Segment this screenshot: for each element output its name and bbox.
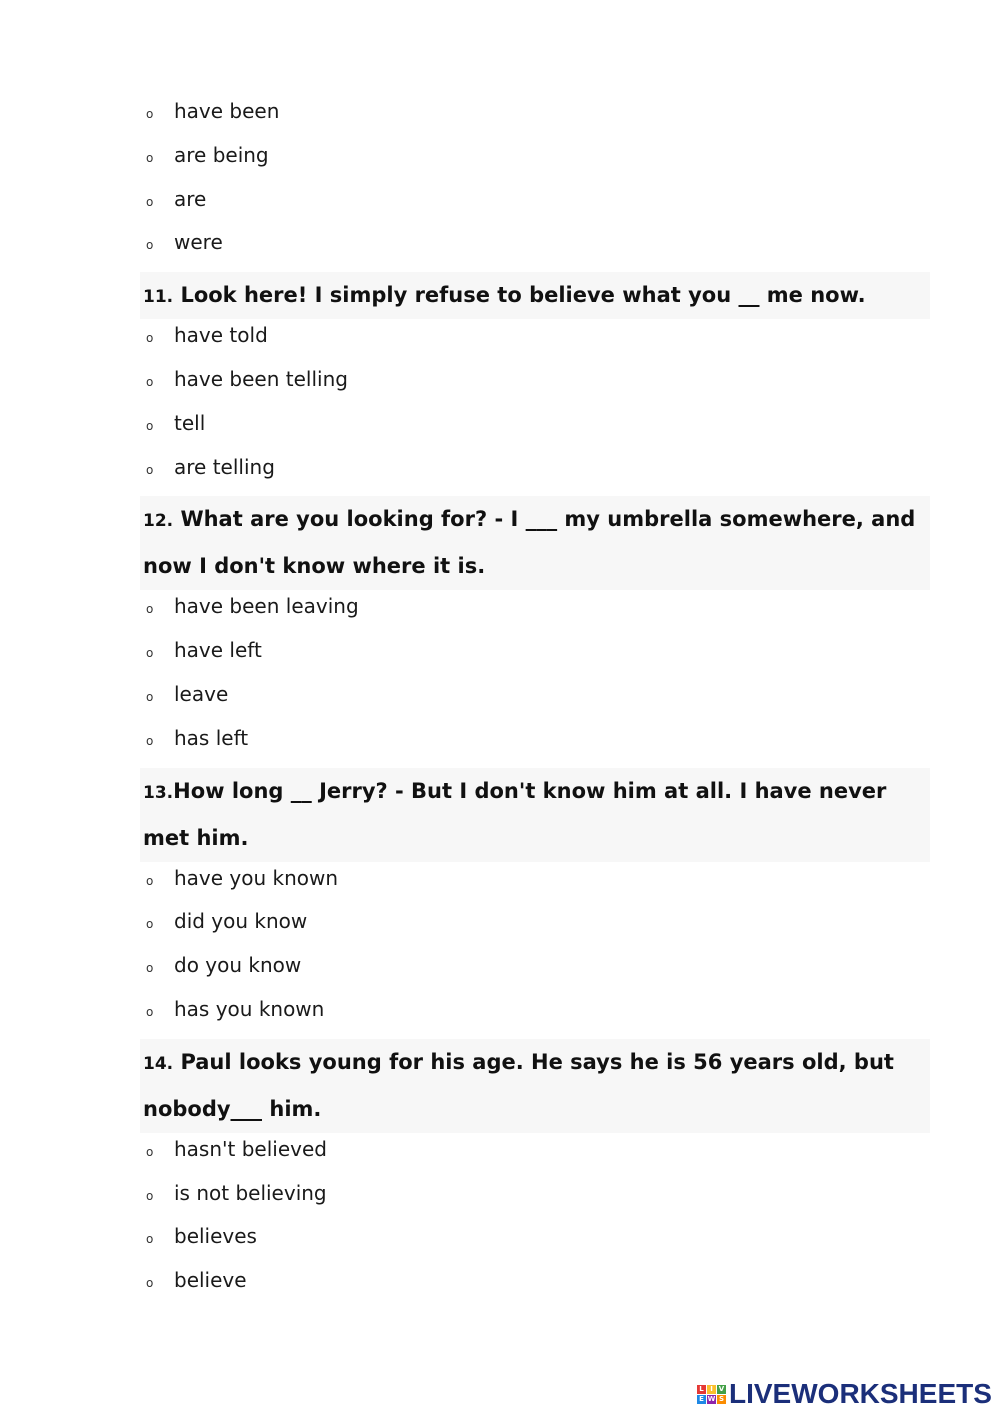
question-line bbox=[140, 272, 930, 319]
answer-option[interactable] bbox=[146, 408, 205, 438]
answer-option[interactable] bbox=[146, 591, 359, 621]
question-line bbox=[140, 1086, 930, 1133]
question-number: 11. bbox=[143, 287, 174, 308]
radio-bullet-icon[interactable]: o bbox=[146, 646, 154, 661]
logo-tiles-icon bbox=[697, 1385, 726, 1404]
answer-option-text: are telling bbox=[174, 454, 275, 479]
question-line bbox=[140, 543, 930, 590]
question-number: 13. bbox=[143, 782, 174, 803]
question-number: 12. bbox=[143, 511, 174, 532]
radio-bullet-icon[interactable]: o bbox=[146, 1188, 154, 1203]
answer-option[interactable] bbox=[146, 320, 268, 350]
answer-option-text: believes bbox=[174, 1224, 257, 1249]
answer-option-text: hasn't believed bbox=[174, 1136, 327, 1161]
radio-bullet-icon[interactable]: o bbox=[146, 194, 154, 209]
answer-option[interactable] bbox=[146, 950, 301, 980]
question-text: now I don't know where it is. bbox=[143, 554, 486, 579]
answer-option-text: tell bbox=[174, 410, 206, 435]
answer-option-text: are being bbox=[174, 142, 269, 167]
radio-bullet-icon[interactable]: o bbox=[146, 1144, 154, 1159]
answer-option[interactable] bbox=[146, 140, 269, 170]
question-13 bbox=[140, 768, 930, 862]
answer-option[interactable] bbox=[146, 227, 223, 257]
answer-option-text: have been bbox=[174, 99, 280, 123]
answer-option[interactable] bbox=[146, 96, 279, 126]
answer-option-text: has you known bbox=[174, 997, 325, 1021]
answer-option-text: have left bbox=[174, 638, 262, 663]
question-text: Paul looks young for his age. He says he is 56 years old, but bbox=[180, 1049, 894, 1074]
answer-option[interactable] bbox=[146, 1221, 257, 1251]
radio-bullet-icon[interactable]: o bbox=[146, 1005, 154, 1019]
radio-bullet-icon[interactable]: o bbox=[146, 331, 154, 346]
answer-option[interactable] bbox=[146, 994, 324, 1024]
radio-bullet-icon[interactable]: o bbox=[146, 418, 154, 433]
answer-option-text: do you know bbox=[174, 953, 302, 978]
radio-bullet-icon[interactable]: o bbox=[146, 107, 154, 121]
question-12 bbox=[140, 496, 930, 590]
radio-bullet-icon[interactable]: o bbox=[146, 873, 154, 888]
radio-bullet-icon[interactable]: o bbox=[146, 917, 154, 932]
answer-option-text: is not believing bbox=[174, 1180, 327, 1205]
question-14 bbox=[140, 1039, 930, 1133]
answer-option[interactable] bbox=[146, 452, 275, 482]
answer-option[interactable] bbox=[146, 635, 262, 665]
question-text: nobody___ him. bbox=[143, 1096, 322, 1121]
question-number: 14. bbox=[143, 1053, 174, 1074]
answer-option[interactable] bbox=[146, 184, 206, 214]
answer-option-text: are bbox=[174, 186, 207, 211]
answer-option-text: have told bbox=[174, 323, 268, 348]
answer-option[interactable] bbox=[146, 863, 338, 893]
answer-option[interactable] bbox=[146, 1265, 247, 1295]
question-text: met him. bbox=[143, 825, 249, 850]
logo-tile: W bbox=[707, 1394, 716, 1403]
logo-tile: I bbox=[707, 1385, 716, 1394]
answer-option-text: believe bbox=[174, 1268, 247, 1293]
logo-text: LIVEWORKSHEETS bbox=[729, 1378, 992, 1409]
radio-bullet-icon[interactable]: o bbox=[146, 602, 154, 617]
answer-option-text: were bbox=[174, 230, 223, 255]
answer-option-text: leave bbox=[174, 682, 229, 706]
question-line bbox=[140, 1039, 930, 1086]
radio-bullet-icon[interactable]: o bbox=[146, 1232, 154, 1247]
radio-bullet-icon[interactable]: o bbox=[146, 238, 154, 253]
radio-bullet-icon[interactable]: o bbox=[146, 462, 154, 477]
answer-option[interactable] bbox=[146, 679, 228, 709]
logo-tile: V bbox=[718, 1384, 725, 1393]
answer-option[interactable] bbox=[146, 1178, 327, 1208]
answer-option-text: has left bbox=[174, 725, 249, 750]
question-line bbox=[140, 768, 930, 815]
radio-bullet-icon[interactable]: o bbox=[146, 375, 154, 389]
radio-bullet-icon[interactable]: o bbox=[146, 150, 154, 165]
answer-option[interactable] bbox=[146, 723, 248, 753]
answer-option[interactable] bbox=[146, 1134, 327, 1164]
liveworksheets-logo bbox=[697, 1377, 992, 1411]
answer-option-text: have been telling bbox=[174, 367, 348, 391]
radio-bullet-icon[interactable]: o bbox=[146, 733, 154, 748]
answer-option[interactable] bbox=[146, 364, 348, 394]
question-text: Look here! I simply refuse to believe what you __ me now. bbox=[180, 283, 866, 308]
question-text: How long __ Jerry? - But I don't know him at all. I have never bbox=[173, 778, 887, 803]
question-line bbox=[140, 815, 930, 862]
question-text: What are you looking for? - I ___ my umbrella somewhere, and bbox=[180, 507, 916, 532]
logo-tile: E bbox=[697, 1395, 706, 1404]
question-11 bbox=[140, 272, 930, 319]
logo-tile: L bbox=[697, 1385, 706, 1394]
answer-option-text: have been leaving bbox=[174, 594, 359, 619]
question-line bbox=[140, 496, 930, 543]
answer-option-text: have you known bbox=[174, 865, 339, 890]
answer-option[interactable] bbox=[146, 906, 307, 936]
radio-bullet-icon[interactable]: o bbox=[146, 1276, 154, 1291]
answer-option-text: did you know bbox=[174, 909, 308, 934]
logo-tile: S bbox=[718, 1394, 725, 1403]
radio-bullet-icon[interactable]: o bbox=[146, 961, 154, 976]
radio-bullet-icon[interactable]: o bbox=[146, 690, 154, 704]
